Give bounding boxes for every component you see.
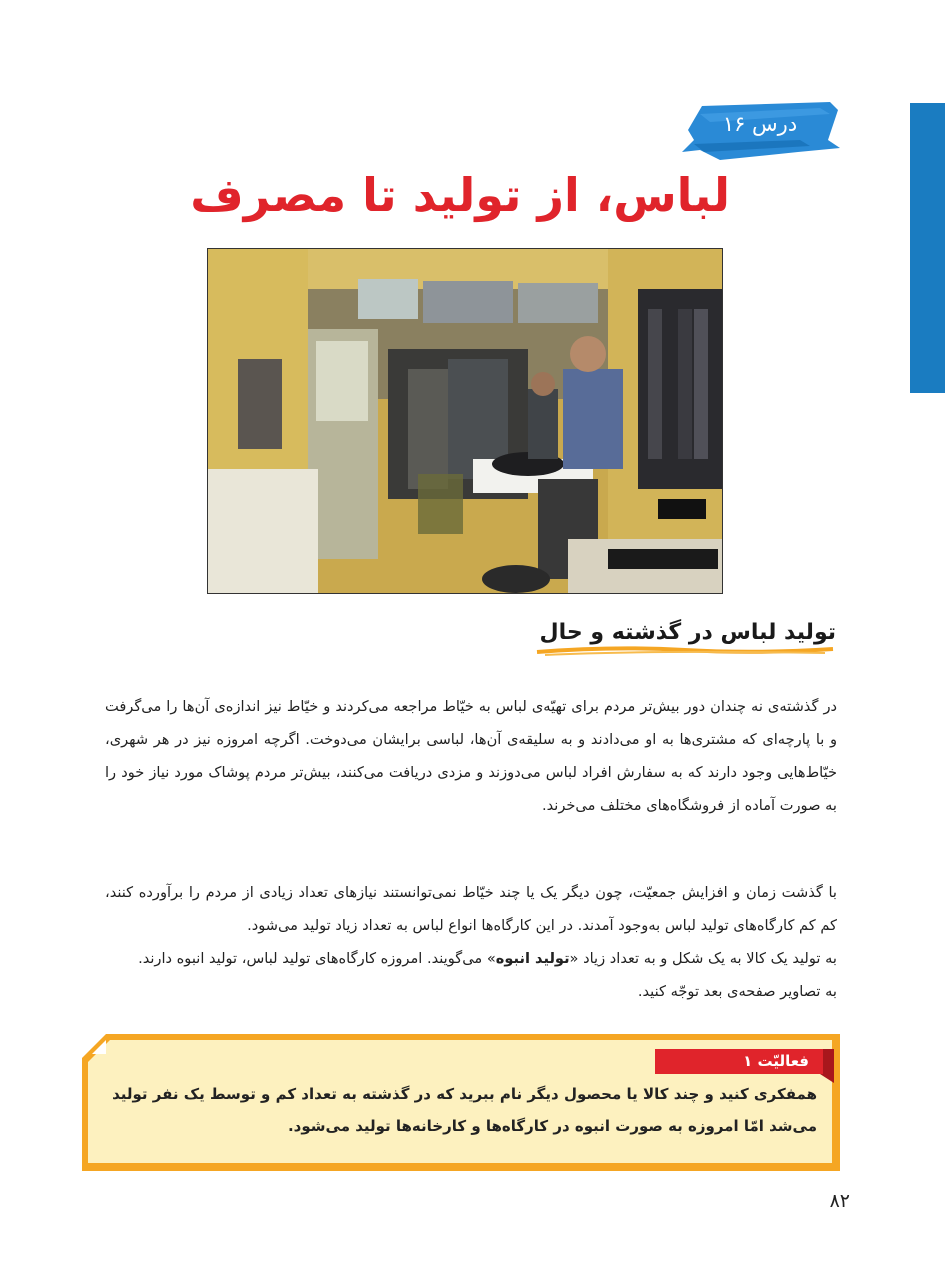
tailor-shop-photo <box>207 248 723 594</box>
lesson-badge <box>680 100 840 162</box>
tailor-shop-photo-illustration <box>208 249 722 593</box>
paragraph-mass-production <box>105 876 837 1008</box>
paragraph-mass-production-line2 <box>105 942 837 975</box>
paragraph-mass-production-line1: با گذشت زمان و افزایش جمعیّت، چون دیگر یک یا چند خیّاط نمی‌توانستند نیازهای تعداد زیادی از مردم را برآورده کنند، کم کم کارگاه‌های تولید لباس به‌وجود آمدند. در این کارگاه‌ها انواع لباس به تعداد زیاد تولید می‌شود. <box>105 884 837 934</box>
activity-line1: همفکری کنید و چند کالا یا محصول دیگر نام ببرید که در گذشته به تعداد کم و توسط یک نفر تولید <box>112 1085 817 1103</box>
mass-production-after: » می‌گویند. امروزه کارگاه‌های تولید لباس، تولید انبوه دارند. <box>138 950 496 967</box>
lesson-number: درس ۱۶ <box>722 112 798 136</box>
paragraph-history <box>105 690 837 822</box>
section-heading: تولید لباس در گذشته و حال <box>539 620 836 645</box>
activity-text <box>105 1078 817 1142</box>
page-title: لباس، از تولید تا مصرف <box>190 168 730 222</box>
activity-label: فعالیّت ۱ <box>655 1049 823 1074</box>
page-number: ۸۲ <box>829 1190 850 1212</box>
paragraph-history-text: در گذشته‌ی نه چندان دور بیش‌تر مردم برای تهیّه‌ی لباس به خیّاط مراجعه می‌کردند و خیّاط نیز اندازه‌ی آن‌ها را می‌گرفت و با پارچه‌ای که مشتری‌ها به او می‌دادند و به سلیقه‌ی آن‌ها، لباسی برایشان می‌دوخت. اگرچه امروزه نیز در هر شهری، خیّاط‌هایی وجود دارند که به سفارش افراد لباس می‌دوزند و مزدی دریافت می‌کنند، بیش‌تر مردم پوشاک مورد نیاز خود را به صورت آماده از فروشگاه‌های مختلف می‌خرند. <box>105 698 837 814</box>
activity-line2: می‌شد امّا امروزه به صورت انبوه در کارگاه‌ها و کارخانه‌ها تولید می‌شود. <box>287 1117 817 1135</box>
side-color-tab <box>910 103 945 393</box>
mass-production-term: تولید انبوه <box>495 950 570 967</box>
section-underline-brush-icon <box>535 644 835 658</box>
mass-production-before: به تولید یک کالا به یک شکل و به تعداد زیاد « <box>569 950 837 967</box>
paragraph-mass-production-line3: به تصاویر صفحه‌ی بعد توجّه کنید. <box>637 983 837 1000</box>
